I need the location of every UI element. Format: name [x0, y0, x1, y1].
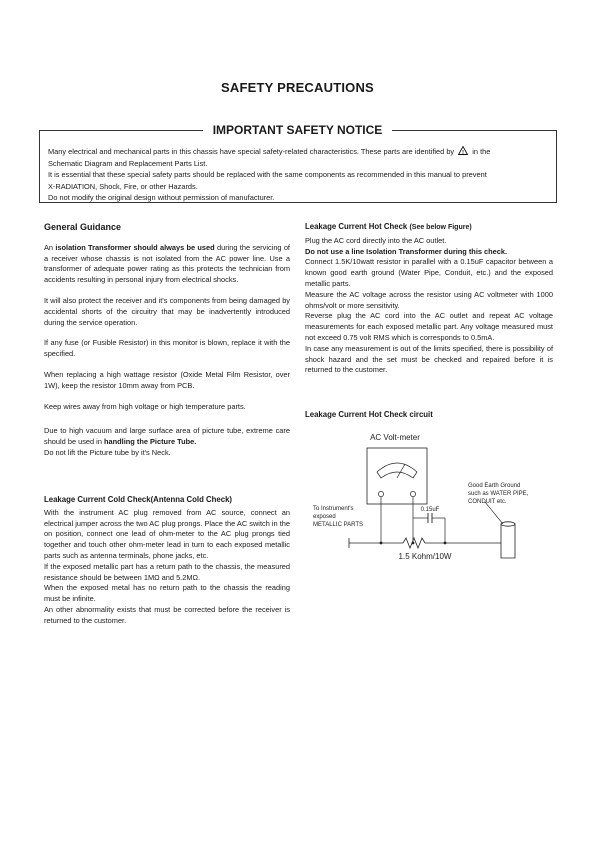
resistor-label: 1.5 Kohm/10W	[398, 552, 452, 561]
voltmeter-label: AC Volt-meter	[370, 433, 420, 442]
hot-para-5: Reverse plug the AC cord into the AC outlet and repeat AC voltage measurements for each exposed metallic part. Any voltage measured must not exceed 0.75 volt RMS which is corresponds to 0.5mA.	[305, 311, 553, 342]
notice-line-1	[48, 146, 550, 158]
notice-line-1a: Many electrical and mechanical parts in this chassis have special safety-related characteristics. These parts are identified by	[48, 147, 455, 156]
instrument-label-1: To Instrument's	[313, 506, 354, 512]
notice-line-2: Schematic Diagram and Replacement Parts List.	[48, 158, 208, 168]
general-para-2: It will also protect the receiver and it's components from being damaged by accidental shorts of the circuitry that may be inadvertently introduced during the service operation.	[44, 295, 290, 327]
notice-line-4: X-RADIATION, Shock, Fire, or other Hazards.	[48, 181, 198, 191]
notice-line-5: Do not modify the original design without permission of manufacturer.	[48, 193, 275, 203]
hot-para-3: Connect 1.5K/10watt resistor in parallel with a 0.15uF capacitor between a known good earth ground (Water Pipe, Conduit, etc.) and the exposed metallic parts.	[305, 257, 553, 288]
general-para-1	[44, 243, 290, 286]
general-para-6-bold: handling the Picture Tube.	[104, 437, 197, 447]
general-para-1b: during the servicing of a receiver whose chassis is not isolated from the AC power line. Use a transformer of adequate power rating as this protects the technician from accidents resulting in personal injury from electrical shocks.	[44, 242, 290, 285]
general-para-3: If any fuse (or Fusible Resistor) in this monitor is blown, replace it with the specified.	[44, 338, 290, 359]
general-para-1a: An	[44, 242, 54, 252]
hot-check-heading	[305, 222, 553, 234]
warning-triangle-icon	[458, 146, 468, 155]
hot-para-2	[305, 247, 553, 258]
hot-para-1: Plug the AC cord directly into the AC outlet.	[305, 235, 447, 245]
hot-check-circuit-diagram	[305, 428, 565, 568]
page-title: SAFETY PRECAUTIONS	[221, 80, 374, 95]
svg-text:!: !	[462, 149, 465, 155]
general-para-4: When replacing a high wattage resistor (Oxide Metal Film Resistor, over 1W), keep the resistor 10mm away from PCB.	[44, 369, 290, 390]
general-para-6a: Due to high vacuum and large surface area of picture tube, extreme care should be used in	[44, 426, 290, 447]
hot-check-heading-text: Leakage Current Hot Check	[305, 222, 408, 231]
hot-para-6: In case any measurement is out of the limits specified, there is possibility of shock hazard and the set must be checked and repaired before it is returned to the customer.	[305, 343, 553, 375]
instrument-label-2: exposed	[313, 514, 336, 520]
instrument-label-3: METALLIC PARTS	[313, 522, 364, 528]
notice-line-3: It is essential that these special safety parts should be replaced with the same components as recommended in this manual to prevent	[48, 170, 487, 180]
water-pipe-icon	[501, 524, 515, 558]
circuit-heading: Leakage Current Hot Check circuit	[305, 410, 433, 419]
hot-check-heading-note: (See below Figure)	[409, 224, 472, 231]
cold-para-1: With the instrument AC plug removed from AC source, connect an electrical jumper across the two AC plug prongs. Place the AC switch in the on position, connect one lead of ohm-meter to the AC plug prongs tied together and touch other ohm-meter lead in turn to each exposed metallic parts such as antenna terminals, phone jacks, etc.	[44, 507, 290, 560]
cold-para-3: When the exposed metal has no return path to the chassis the reading must be infinite.	[44, 583, 290, 604]
cold-check-section	[44, 495, 290, 627]
voltmeter-terminal-left	[378, 491, 383, 496]
voltmeter-dial	[377, 463, 417, 478]
hot-para-4: Measure the AC voltage across the resistor using AC voltmeter with 1000 ohms/volt or more sensitivity.	[305, 289, 553, 310]
earth-label-2: such as WATER PIPE,	[468, 491, 529, 497]
general-para-5: Keep wires away from high voltage or high temperature parts.	[44, 401, 246, 411]
earth-label-3: CONDUIT etc.	[468, 499, 507, 505]
cold-check-heading: Leakage Current Cold Check(Antenna Cold Check)	[44, 495, 233, 504]
notice-line-1b: in the	[472, 147, 491, 156]
cold-para-2: If the exposed metallic part has a return path to the chassis, the measured resistance should be between 1MΩ and 5.2MΩ.	[44, 561, 290, 582]
voltmeter-body	[367, 448, 427, 504]
voltmeter-terminal-right	[410, 491, 415, 496]
earth-label-1: Good Earth Ground	[468, 483, 521, 489]
notice-title-wrap	[0, 121, 595, 139]
cold-para-4: An other abnormality exists that must be corrected before the receiver is returned to the customer.	[44, 604, 290, 625]
hot-para-2-bold: Do not use a line Isolation Transformer during this check.	[305, 246, 508, 256]
notice-text	[48, 146, 550, 204]
general-guidance-heading: General Guidance	[44, 222, 122, 232]
capacitor-label: 0.15uF	[420, 507, 440, 513]
general-para-1-bold: isolation Transformer should always be used	[55, 242, 215, 252]
general-para-6	[44, 426, 290, 458]
general-para-6b: Do not lift the Picture tube by it's Neck.	[44, 447, 171, 457]
left-column	[44, 222, 290, 459]
notice-title: IMPORTANT SAFETY NOTICE	[203, 123, 393, 137]
voltmeter-needle	[397, 464, 405, 478]
right-column	[305, 222, 553, 376]
